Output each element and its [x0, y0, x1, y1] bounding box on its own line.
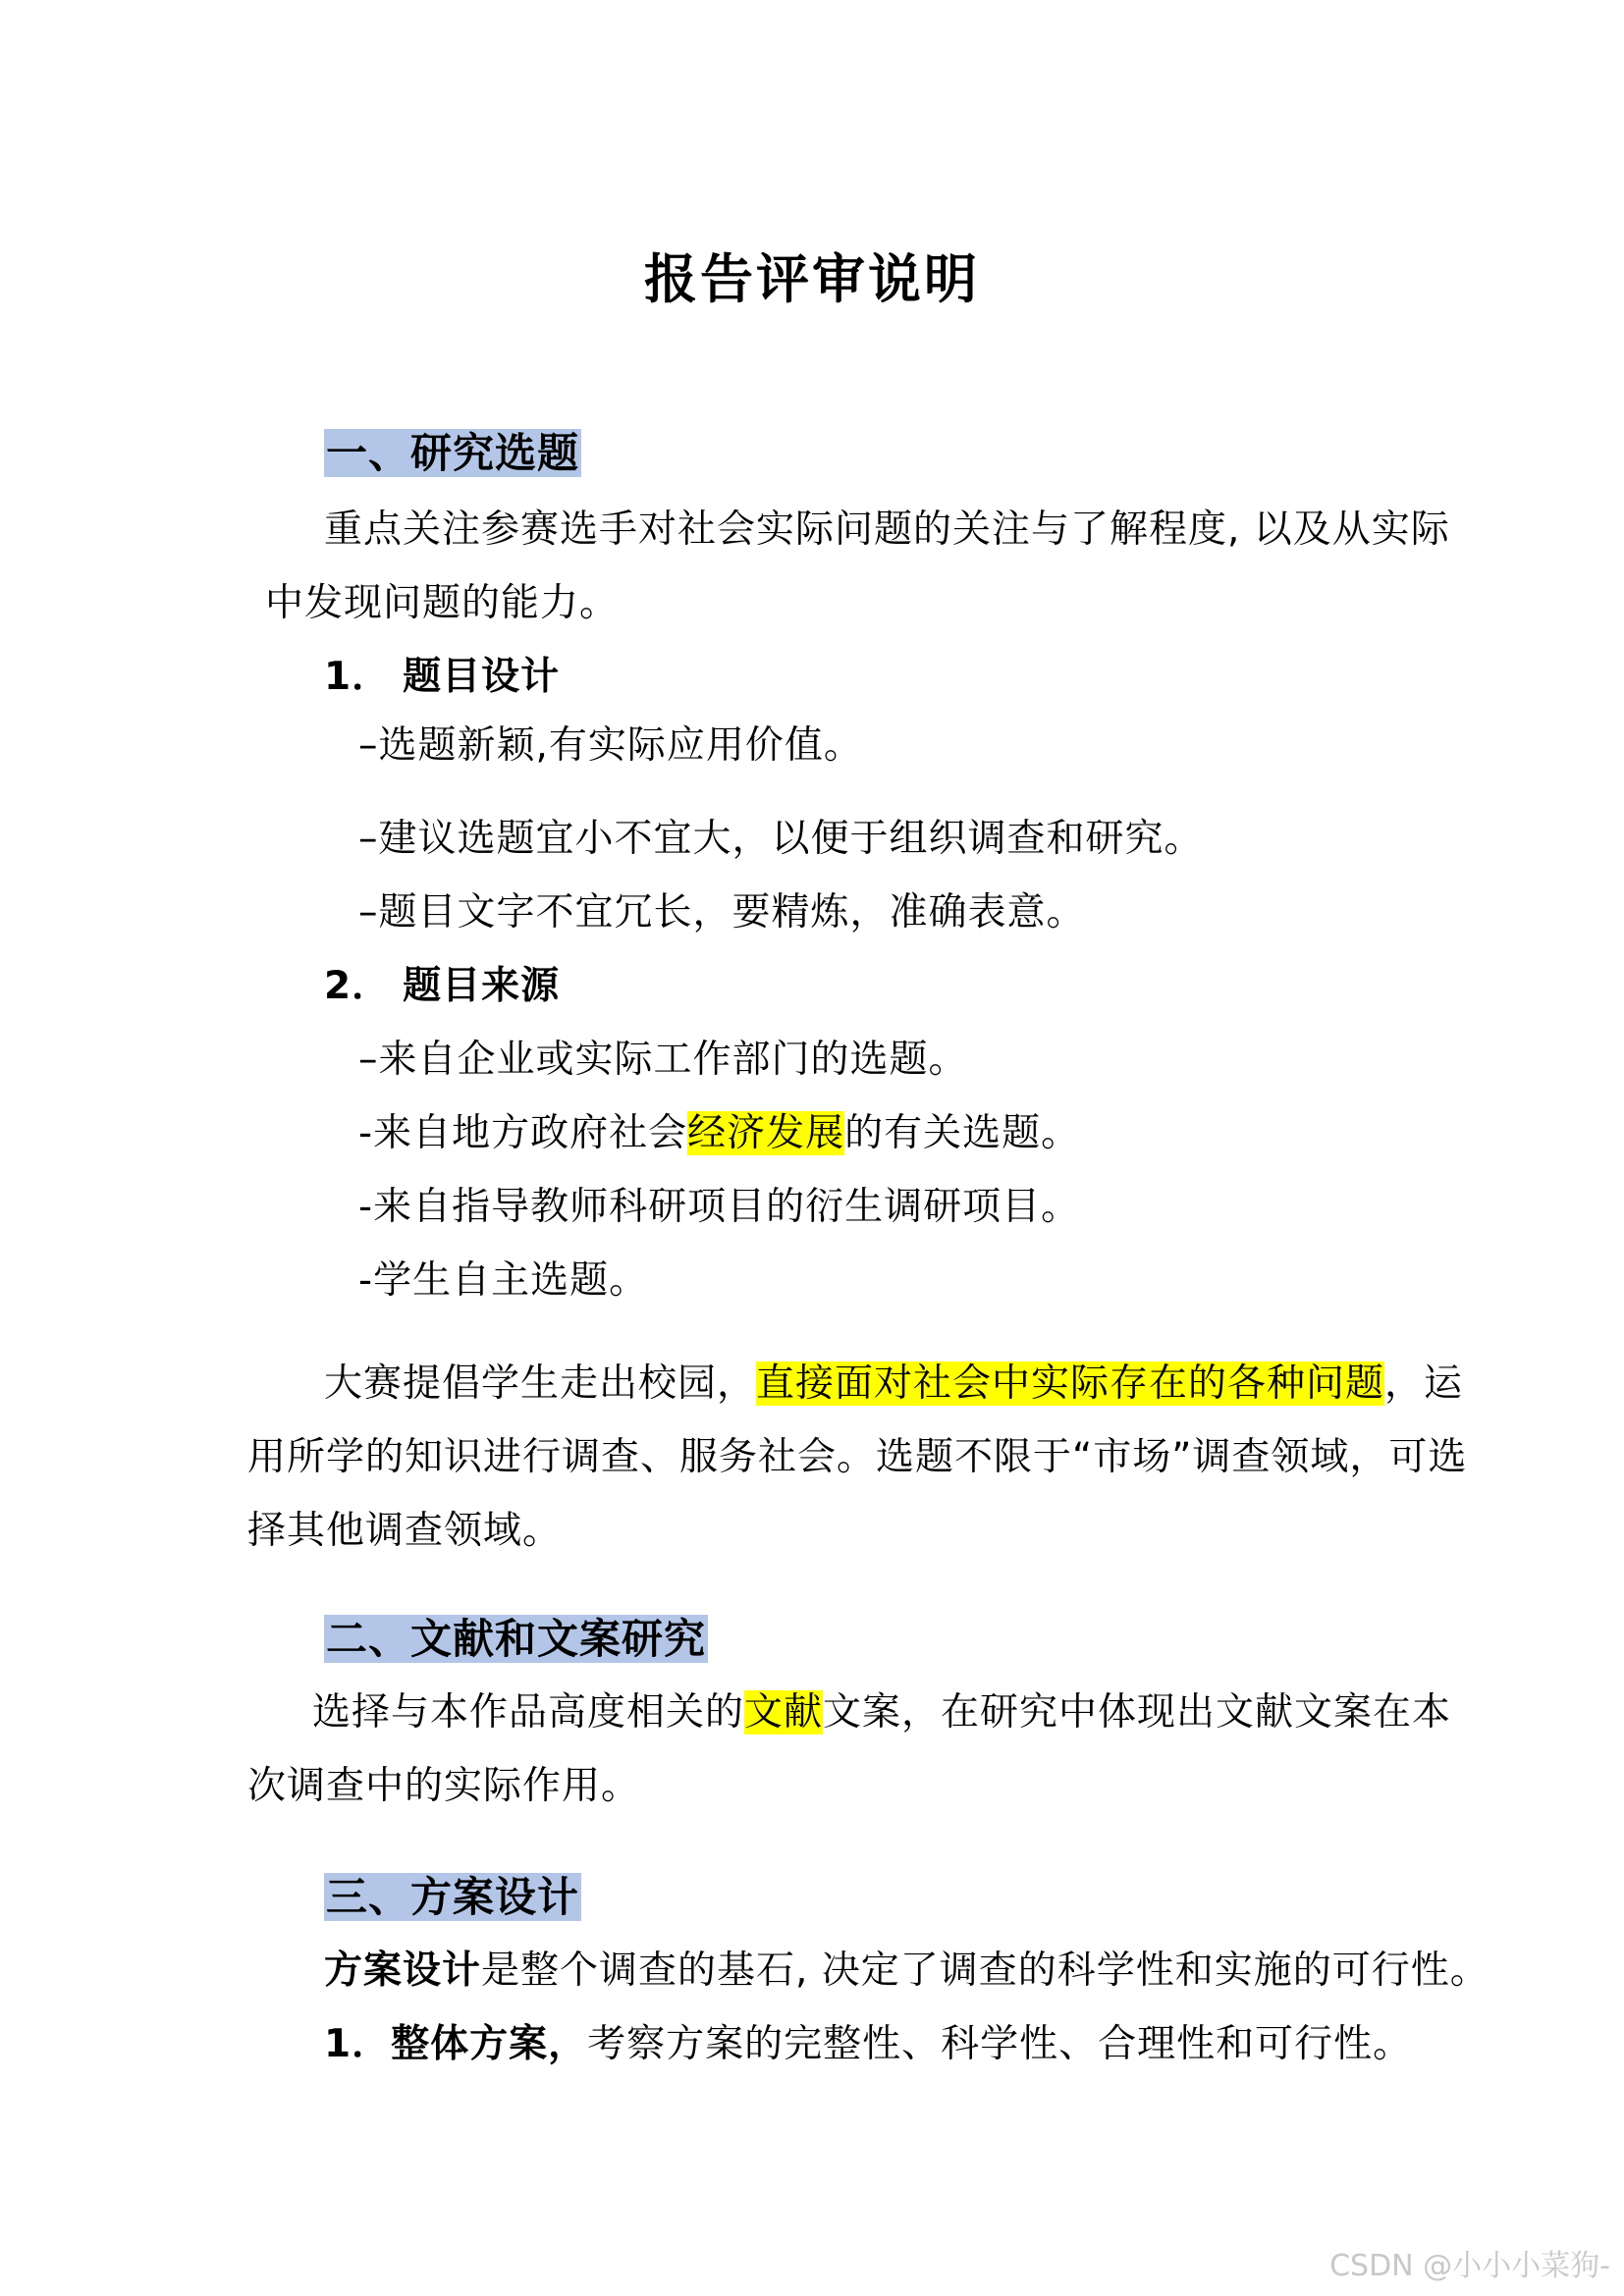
paragraph-line: 择其他调查领域。: [247, 1509, 563, 1553]
paragraph-line: 用所学的知识进行调查、服务社会。选题不限于“市场”调查领域，可选: [247, 1435, 1468, 1479]
subheading-topic-source: [324, 957, 560, 1016]
list-item: -来自指导教师科研项目的衍生调研项目。: [358, 1185, 1081, 1229]
paragraph-text: 是整个调查的基石, 决定了调查的科学性和实施的可行性。: [481, 1949, 1489, 1993]
list-item: –选题新颖,有实际应用价值。: [358, 723, 863, 768]
list-item: -学生自主选题。: [358, 1258, 649, 1303]
list-number: 1．: [324, 2022, 392, 2066]
section-1-intro-line-2: 中发现问题的能力。: [265, 581, 620, 625]
section-heading-1-label: 一、研究选题: [326, 429, 580, 477]
subheading-number: 1．: [324, 655, 392, 699]
list-item-text: 的有关选题。: [844, 1111, 1081, 1155]
section-heading-3: [324, 1868, 581, 1929]
list-item: –建议选题宜小不宜大，以便于组织调查和研究。: [358, 817, 1204, 861]
list-item-text: -来自地方政府社会: [358, 1111, 688, 1155]
list-item: –题目文字不宜冗长，要精炼，准确表意。: [358, 890, 1086, 934]
section-heading-2-label: 二、文献和文案研究: [326, 1615, 707, 1663]
paragraph-line: [324, 2015, 1412, 2074]
paragraph-text: 考察方案的完整性、科学性、合理性和可行性。: [587, 2022, 1413, 2066]
section-heading-1: [324, 424, 581, 485]
subheading-number: 2．: [324, 964, 392, 1008]
highlight: 直接面对社会中实际存在的各种问题: [756, 1362, 1385, 1406]
section-1-intro-line-1: 重点关注参赛选手对社会实际问题的关注与了解程度, 以及从实际: [324, 507, 1450, 552]
section-heading-3-label: 三、方案设计: [326, 1873, 580, 1921]
section-heading-2: [324, 1610, 708, 1671]
subheading-topic-design: [324, 648, 560, 707]
paragraph-text: 大赛提倡学生走出校园，: [324, 1362, 757, 1406]
list-item: –来自企业或实际工作部门的选题。: [358, 1038, 968, 1082]
page-title: 报告评审说明: [644, 248, 980, 310]
list-item: [358, 1104, 1080, 1163]
highlight: 经济发展: [687, 1111, 845, 1155]
paragraph-line: [312, 1683, 1451, 1742]
watermark: CSDN @小小小菜狗-: [1329, 2249, 1610, 2283]
paragraph-text: 选择与本作品高度相关的: [312, 1690, 745, 1735]
subheading-label: 题目设计: [403, 655, 561, 699]
highlight: 文献: [744, 1690, 824, 1735]
paragraph-line: [324, 1355, 1463, 1414]
bold-text: 整体方案，: [391, 2022, 588, 2066]
paragraph-line: [324, 1942, 1489, 2001]
subheading-label: 题目来源: [403, 964, 561, 1008]
paragraph-text: 文案，在研究中体现出文献文案在本: [823, 1690, 1452, 1735]
paragraph-text: ，运: [1384, 1362, 1464, 1406]
paragraph-line: 次调查中的实际作用。: [247, 1764, 641, 1808]
bold-text: 方案设计: [324, 1949, 482, 1993]
